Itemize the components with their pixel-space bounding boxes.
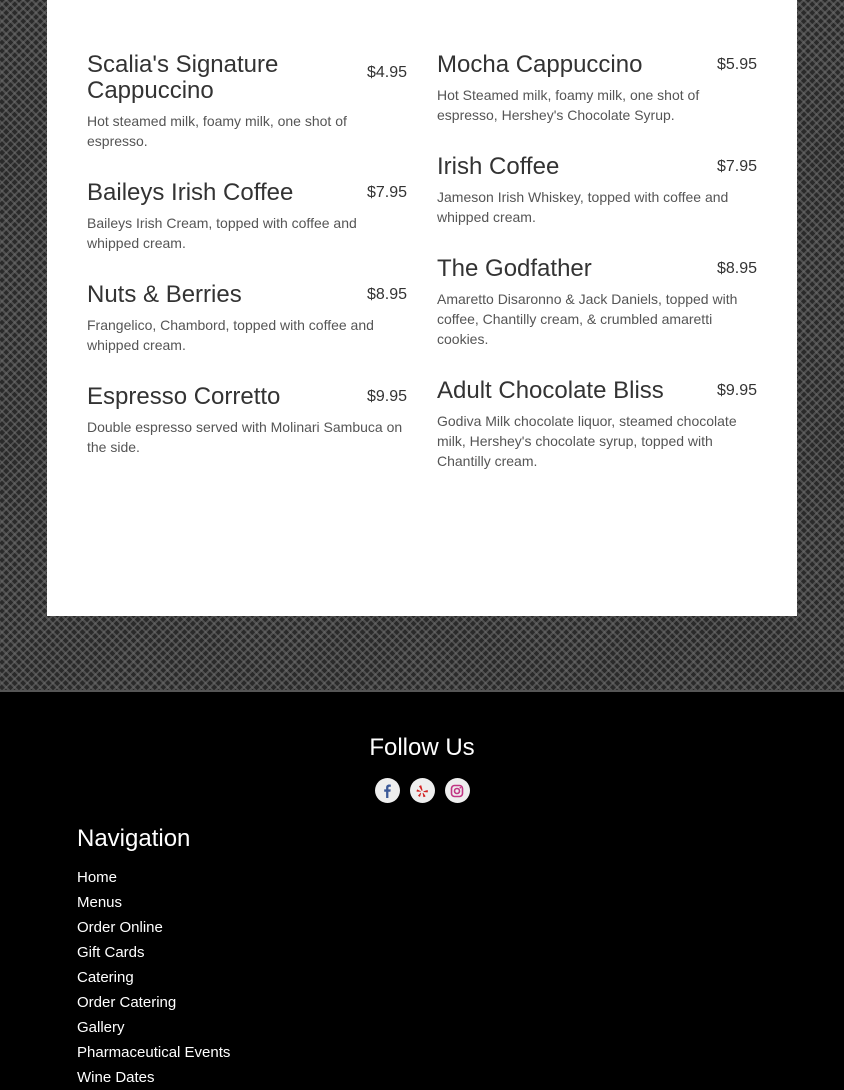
menu-item	[437, 52, 757, 125]
social-links	[0, 778, 844, 803]
yelp-icon	[415, 784, 429, 798]
facebook-icon	[381, 784, 393, 798]
instagram-icon	[450, 784, 464, 798]
menu-item	[437, 256, 757, 349]
nav-link-catering[interactable]: Catering	[77, 969, 134, 986]
menu-item-description: Baileys Irish Cream, topped with coffee and whipped cream.	[87, 215, 357, 251]
menu-item-description: Hot steamed milk, foamy milk, one shot of espresso.	[87, 113, 347, 149]
menu-item-name: Adult Chocolate Bliss	[437, 377, 664, 404]
menu-item-description: Double espresso served with Molinari Sambuca on the side.	[87, 419, 403, 455]
footer-nav	[77, 865, 230, 1090]
menu-item-name: Irish Coffee	[437, 153, 560, 180]
nav-link-pharmaceutical-events[interactable]: Pharmaceutical Events	[77, 1044, 231, 1061]
menu-column-right	[437, 52, 757, 500]
menu-item-name: Scalia's Signature Cappuccino	[87, 51, 279, 104]
menu-item-price: $8.95	[716, 260, 757, 277]
menu-item	[437, 378, 757, 471]
menu-item	[87, 180, 407, 253]
site-footer	[0, 692, 844, 1086]
menu-item-price: $9.95	[366, 388, 407, 405]
menu-item-price: $7.95	[716, 158, 757, 175]
menu-item	[87, 282, 407, 355]
yelp-link[interactable]	[410, 778, 435, 803]
menu-item	[87, 52, 407, 151]
menu-item-price: $7.95	[366, 184, 407, 201]
menu-item-description: Hot Steamed milk, foamy milk, one shot of espresso, Hershey's Chocolate Syrup.	[437, 87, 700, 123]
nav-link-wine-dates[interactable]: Wine Dates	[77, 1069, 155, 1086]
menu-item	[87, 384, 407, 457]
menu-item-name: Espresso Corretto	[87, 383, 281, 410]
menu-item-name: Mocha Cappuccino	[437, 51, 643, 78]
menu-item	[437, 154, 757, 227]
menu-item-description: Godiva Milk chocolate liquor, steamed chocolate milk, Hershey's chocolate syrup, topped with Chantilly cream.	[437, 413, 737, 469]
nav-link-order-catering[interactable]: Order Catering	[77, 994, 177, 1011]
menu-item-description: Amaretto Disaronno & Jack Daniels, topped with coffee, Chantilly cream, & crumbled amaretti cookies.	[437, 291, 738, 347]
drinks-menu-card	[47, 0, 797, 616]
nav-link-order-online[interactable]: Order Online	[77, 919, 163, 936]
nav-link-gift-cards[interactable]: Gift Cards	[77, 944, 145, 961]
menu-item-price: $5.95	[716, 56, 757, 73]
menu-item-price: $8.95	[366, 286, 407, 303]
facebook-link[interactable]	[375, 778, 400, 803]
menu-item-description: Frangelico, Chambord, topped with coffee and whipped cream.	[87, 317, 374, 353]
menu-item-price: $4.95	[366, 64, 407, 81]
menu-item-name: Nuts & Berries	[87, 281, 242, 308]
menu-column-left	[87, 52, 407, 486]
navigation-heading: Navigation	[77, 825, 191, 852]
menu-item-price: $9.95	[716, 382, 757, 399]
nav-link-menus[interactable]: Menus	[77, 894, 123, 911]
menu-item-description: Jameson Irish Whiskey, topped with coffee and whipped cream.	[437, 189, 729, 225]
menu-item-name: Baileys Irish Coffee	[87, 179, 294, 206]
follow-us-heading: Follow Us	[369, 734, 475, 761]
nav-link-home[interactable]: Home	[77, 869, 118, 886]
instagram-link[interactable]	[445, 778, 470, 803]
nav-link-gallery[interactable]: Gallery	[77, 1019, 125, 1036]
menu-item-name: The Godfather	[437, 255, 592, 282]
